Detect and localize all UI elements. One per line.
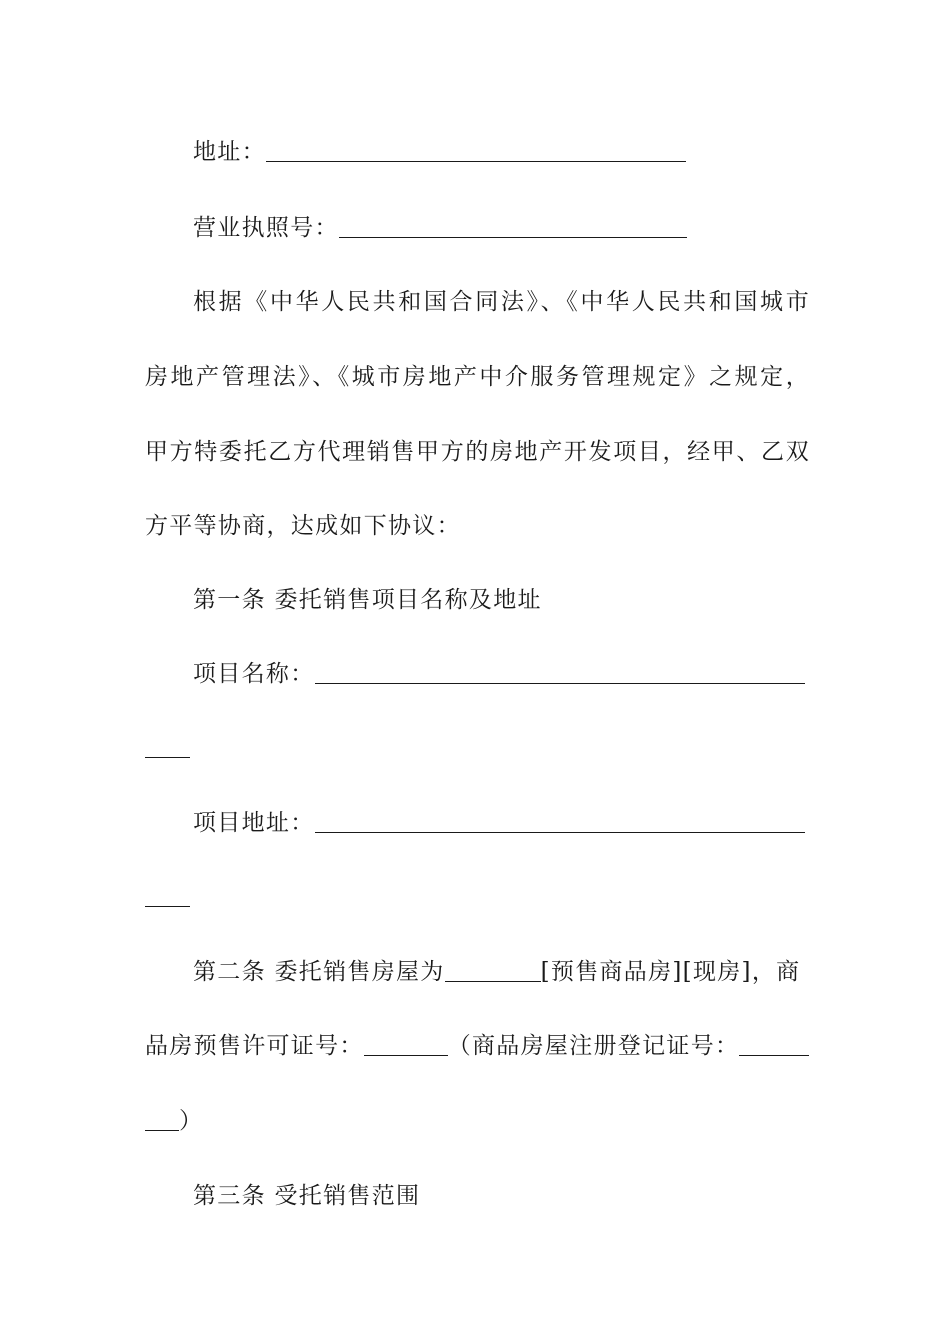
registration-number-blank[interactable] xyxy=(739,1031,809,1056)
project-address-blank[interactable] xyxy=(315,808,805,833)
project-name-line xyxy=(193,656,810,692)
license-label: 营业执照号： xyxy=(193,215,339,241)
project-address-line xyxy=(193,805,810,841)
project-name-blank-cont[interactable] xyxy=(145,733,190,758)
house-type-blank[interactable] xyxy=(445,957,541,982)
address-line xyxy=(193,134,810,170)
article-1-title: 第一条 委托销售项目名称及地址 xyxy=(193,587,542,613)
article-2-text-3: 品房预售许可证号： xyxy=(145,1033,364,1059)
paragraph-line-1: 根据《中华人民共和国合同法》、《中华人民共和国城市 xyxy=(193,289,810,315)
article-3-title: 第三条 受托销售范围 xyxy=(193,1183,421,1209)
article-2-text-4: （商品房屋注册登记证号： xyxy=(447,1033,740,1059)
paragraph-line-3: 甲方特委托乙方代理销售甲方的房地产开发项目，经甲、乙双 xyxy=(145,439,810,465)
address-label: 地址： xyxy=(193,139,266,165)
license-line xyxy=(193,210,810,246)
article-2-text-5: ） xyxy=(179,1108,204,1134)
paragraph-line-4: 方平等协商，达成如下协议： xyxy=(145,513,461,539)
project-address-continuation xyxy=(145,879,810,915)
article-2-text-1: 第二条 委托销售房屋为 xyxy=(193,959,445,985)
article-2-line-2 xyxy=(145,1028,810,1064)
project-address-label: 项目地址： xyxy=(193,810,315,836)
paragraph-line-2: 房地产管理法》、《城市房地产中介服务管理规定》之规定， xyxy=(145,364,810,390)
presale-permit-blank[interactable] xyxy=(364,1031,448,1056)
project-name-continuation xyxy=(145,730,810,766)
article-2-line-3 xyxy=(145,1103,810,1139)
license-blank[interactable] xyxy=(339,213,687,238)
address-blank[interactable] xyxy=(266,137,686,162)
project-name-blank[interactable] xyxy=(315,659,805,684)
registration-number-blank-cont[interactable] xyxy=(145,1106,179,1131)
project-address-blank-cont[interactable] xyxy=(145,882,190,907)
article-2-line-1 xyxy=(193,954,810,990)
project-name-label: 项目名称： xyxy=(193,661,315,687)
article-2-text-2: [预售商品房][现房]，商 xyxy=(540,959,801,985)
